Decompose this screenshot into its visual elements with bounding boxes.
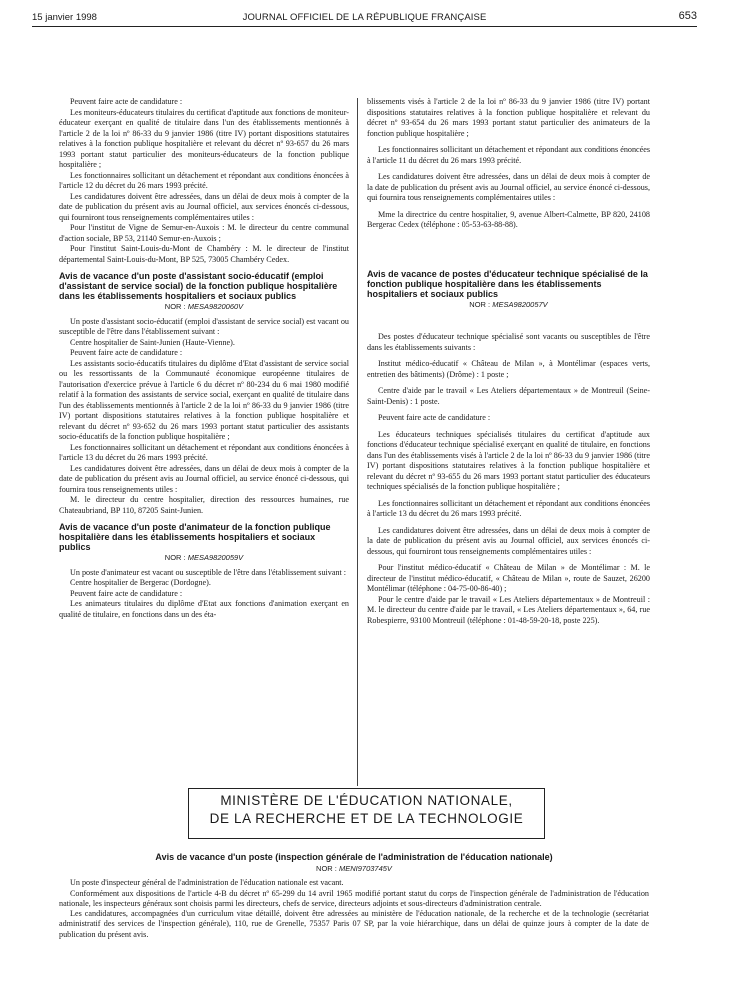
paragraph: Les candidatures doivent être adressées, dans un délai de deux mois à compter de la date de publication du présent avis au Journal officiel, au service énoncé ci-dessous, qui fournira tous renseignements complémentaires utiles : bbox=[367, 172, 650, 202]
article-title: Avis de vacance d'un poste d'assistant socio-éducatif (emploi d'assistant de service social) de la fonction publique hospitalière dans les établissements hospitaliers et sociaux publics bbox=[59, 271, 338, 301]
paragraph: Les assistants socio-éducatifs titulaires du diplôme d'Etat d'assistant de service social ou les ressortissants de la Communauté économique européenne titulaires de l'autorisation d'exercice prévue à l'article 6 du décret nº 80-234 du 6 mai 1980 modifié relatif à la formation des assistants de service social, exerçant en qualité de titulaire dans l'un des établissements mentionnés à l'article 2 de la loi nº 86-33 du 9 janvier 1986 (titre IV) portant dispositions statutaires relatives à la fonction publique hospitalière et relevant du décret nº 93-652 du 26 mars 1993 portant statut particulier des assistants socio-éducatifs de la fonction publique hospitalière ; bbox=[59, 358, 349, 441]
nor-code: MENI9703745V bbox=[338, 864, 392, 873]
nor-label: NOR : bbox=[469, 299, 491, 309]
page-number: 653 bbox=[678, 10, 697, 22]
paragraph: Centre hospitalier de Saint-Junien (Haute-Vienne). bbox=[70, 337, 235, 347]
paragraph: Les moniteurs-éducateurs titulaires du certificat d'aptitude aux fonctions de moniteur-éducateur exerçant en qualité de titulaire dans l'un des établissements mentionnés à l'article 2 de la loi nº 86-33 du 9 janvier 1986 (titre IV) portant dispositions statutaires relatives à la fonction publique hospitalière et relevant du décret nº 93-657 du 26 mars 1993 portant statut particulier des moniteurs-éducateurs de la fonction publique hospitalière ; bbox=[59, 107, 349, 169]
nor-reference bbox=[367, 300, 650, 311]
paragraph: Pour l'institut de Vigne de Semur-en-Auxois : M. le directeur du centre communal d'action sociale, BP 53, 21140 Semur-en-Auxois ; bbox=[59, 223, 349, 243]
paragraph: blissements visés à l'article 2 de la loi nº 86-33 du 9 janvier 1986 (titre IV) portant dispositions statutaires relatives à la fonction publique hospitalière et relevant du décret nº 93-654 du 26 mars 1993 portant statut particulier des animateurs de la fonction publique hospitalière ; bbox=[367, 97, 650, 138]
ministry-line-2: DE LA RECHERCHE ET DE LA TECHNOLOGIE bbox=[209, 811, 524, 826]
spacer bbox=[367, 237, 650, 263]
paragraph: Les fonctionnaires sollicitant un détachement et répondant aux conditions énoncées à l'article 13 du décret du 26 mars 1993 précité. bbox=[59, 442, 349, 462]
nor-reference bbox=[59, 302, 349, 313]
paragraph: Les candidatures doivent être adressées, dans un délai de deux mois à compter de la date de publication du présent avis au Journal officiel, aux services énoncés ci-dessous, qui fourniront tous renseignements complémentaires utiles : bbox=[367, 525, 650, 556]
paragraph: Les candidatures doivent être adressées, dans un délai de deux mois à compter de la date de publication du présent avis au Journal officiel, au service énoncé ci-dessous, qui fournira tous renseignements utiles : bbox=[59, 463, 349, 494]
paragraph: Mme la directrice du centre hospitalier, 9, avenue Albert-Calmette, BP 820, 24108 Bergerac Cedex (téléphone : 05-53-63-88-88). bbox=[367, 209, 650, 229]
journal-title: JOURNAL OFFICIEL DE LA RÉPUBLIQUE FRANÇAISE bbox=[242, 12, 487, 23]
paragraph: Un poste d'animateur est vacant ou susceptible de l'être dans l'établissement suivant : bbox=[70, 567, 347, 577]
paragraph: Centre hospitalier de Bergerac (Dordogne). bbox=[70, 578, 211, 587]
page-header bbox=[32, 8, 697, 26]
bottom-article bbox=[59, 852, 649, 940]
header-date: 15 janvier 1998 bbox=[32, 12, 97, 23]
nor-reference bbox=[59, 864, 649, 874]
paragraph: Des postes d'éducateur technique spécialisé sont vacants ou susceptibles de l'être dans les établissements suivants : bbox=[367, 332, 650, 352]
article-title: Avis de vacance de postes d'éducateur technique spécialisé de la fonction publique hospitalière dans les établissements hospitaliers et sociaux publics bbox=[367, 268, 648, 299]
paragraph: Peuvent faire acte de candidature : bbox=[378, 413, 491, 422]
column-divider bbox=[357, 98, 358, 786]
article-title: Avis de vacance d'un poste d'animateur de la fonction publique hospitalière dans les établissements hospitaliers et sociaux publics bbox=[59, 522, 331, 552]
paragraph: Les éducateurs techniques spécialisés titulaires du certificat d'aptitude aux fonctions d'éducateur technique spécialisé exerçant en qualité de titulaire, en fonctions dans l'un des établissements visés à l'article 2 de la loi nº 86-33 du 9 janvier 1986 (titre IV) portant dispositions statutaires relatives à la fonction publique hospitalière et relevant du décret nº 93-655 du 26 mars 1993 portant statut particulier des éducateurs techniques spécialisés de la fonction publique hospitalière ; bbox=[367, 429, 650, 491]
paragraph: M. le directeur du centre hospitalier, direction des ressources humaines, rue Chateaubriand, BP 110, 87205 Saint-Junien. bbox=[59, 495, 349, 515]
paragraph: Les candidatures doivent être adressées, dans un délai de deux mois à compter de la date de publication du présent avis au Journal officiel, aux services énoncés ci-dessous, qui fourniront tous renseignements complémentaires utiles : bbox=[59, 191, 349, 222]
paragraph: Pour le centre d'aide par le travail « Les Ateliers départementaux » de Montreuil : M. le directeur du centre d'aide par le travail, « Les Ateliers départementaux », 64, rue Robespierre, 93100 Montreuil (téléphone : 01-48-59-20-18, poste 225). bbox=[367, 594, 650, 625]
nor-reference bbox=[59, 553, 349, 564]
ministry-line-1: MINISTÈRE DE L'ÉDUCATION NATIONALE, bbox=[220, 793, 513, 808]
paragraph: Les candidatures, accompagnées d'un curriculum vitae détaillé, doivent être adressées au ministère de l'éducation nationale, de la recherche et de la technologie (secrétariat administratif des services de l'inspection générale), 110, rue de Grenelle, 75357 Paris 07 SP, par la voie hiérarchique, dans un délai de quinze jours à compter de la date de publication du présent avis. bbox=[59, 909, 649, 939]
ministry-banner bbox=[188, 788, 545, 839]
paragraph: Pour l'institut Saint-Louis-du-Mont de Chambéry : M. le directeur de l'institut départemental Saint-Louis-du-Mont, BP 525, 73005 Chambéry Cedex. bbox=[59, 244, 349, 264]
nor-code: MESA9820059V bbox=[187, 553, 244, 562]
paragraph: Peuvent faire acte de candidature : bbox=[70, 97, 183, 106]
article-title: Avis de vacance d'un poste (inspection générale de l'administration de l'éducation nationale) bbox=[155, 852, 553, 862]
paragraph: Un poste d'inspecteur général de l'administration de l'éducation nationale est vacant. bbox=[70, 878, 344, 888]
nor-label: NOR : bbox=[164, 302, 186, 311]
paragraph: Les fonctionnaires sollicitant un détachement et répondant aux conditions énoncées à l'article 12 du décret du 26 mars 1993 précité. bbox=[59, 170, 349, 190]
paragraph: Les fonctionnaires sollicitant un détachement et répondant aux conditions énoncées à l'article 13 du décret du 26 mars 1993 précité. bbox=[367, 498, 650, 518]
nor-label: NOR : bbox=[316, 864, 337, 873]
paragraph: Institut médico-éducatif « Château de Milan », à Montélimar (espaces verts, entretien des bâtiments) (Drôme) : 1 poste ; bbox=[367, 359, 650, 379]
paragraph: Peuvent faire acte de candidature : bbox=[70, 588, 183, 598]
right-column bbox=[367, 97, 650, 626]
nor-label: NOR : bbox=[164, 553, 186, 562]
paragraph: Un poste d'assistant socio-éducatif (emploi d'assistant de service social) est vacant ou susceptible de l'être dans l'établissement suivant : bbox=[59, 316, 349, 336]
paragraph: Les animateurs titulaires du diplôme d'Etat aux fonctions d'animation exerçant en qualité de titulaire, en fonctions dans un des éta- bbox=[59, 599, 349, 619]
header-rule bbox=[32, 26, 697, 27]
paragraph: Peuvent faire acte de candidature : bbox=[70, 348, 183, 357]
nor-code: MESA9820057V bbox=[492, 299, 548, 309]
left-column bbox=[59, 97, 349, 620]
paragraph: Les fonctionnaires sollicitant un détachement et répondant aux conditions énoncées à l'article 11 du décret du 26 mars 1993 précité. bbox=[367, 145, 650, 165]
nor-code: MESA9820060V bbox=[187, 302, 244, 311]
paragraph: Pour l'institut médico-éducatif « Château de Milan » de Montélimar : M. le directeur de l'institut médico-éducatif, « Château de Milan », route de Sauzet, 26200 Montélimar (téléphone : 04-75-00-86-40) ; bbox=[367, 563, 650, 593]
paragraph: Centre d'aide par le travail « Les Ateliers départementaux » de Montreuil (Seine-Saint-Denis) : 1 poste. bbox=[367, 386, 650, 406]
paragraph: Conformément aux dispositions de l'article 4-B du décret nº 65-299 du 14 avril 1965 modifié portant statut du corps de l'inspection générale de l'administration de l'éducation nationale, les inspecteurs généraux sont choisis parmi les directeurs, chefs de service, directeurs adjoints et sous-directeurs d'administration centrale. bbox=[59, 888, 649, 908]
